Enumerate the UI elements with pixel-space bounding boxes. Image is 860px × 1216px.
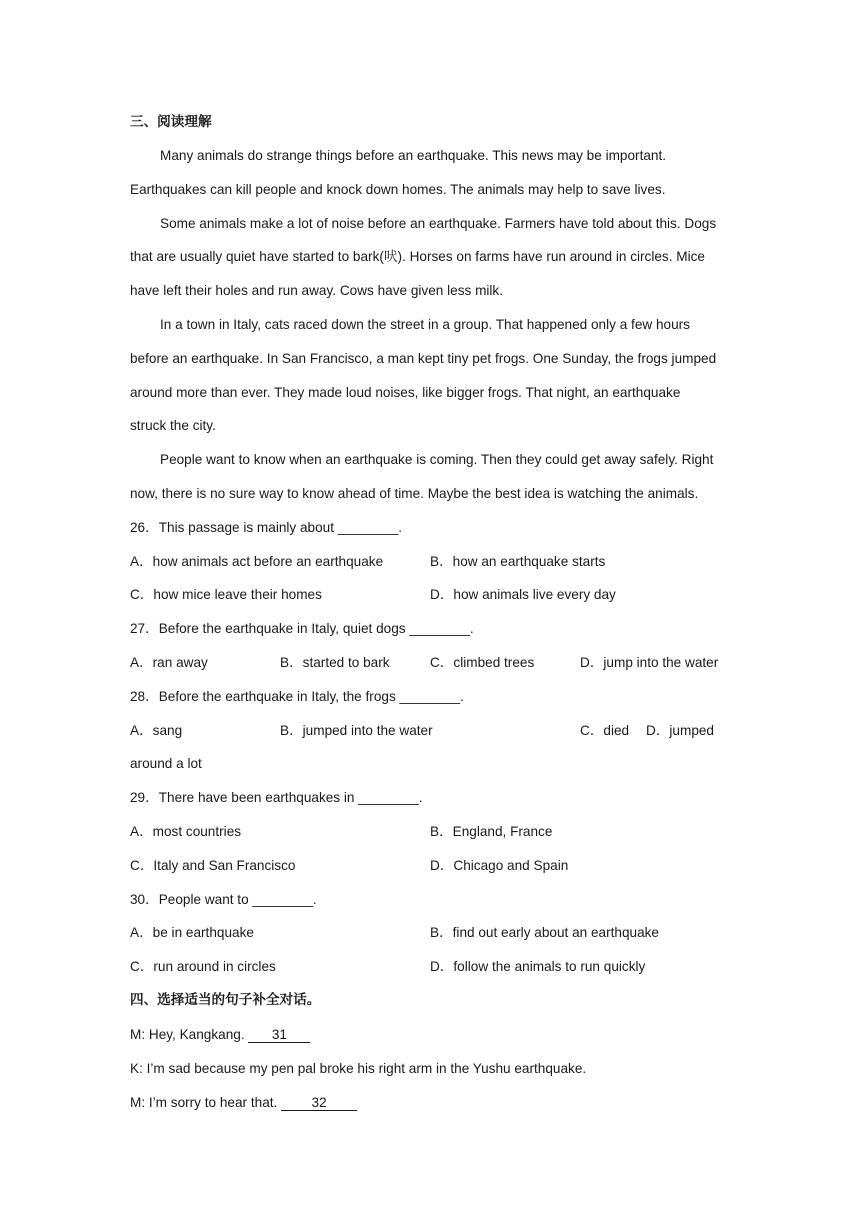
passage-p3-line1: In a town in Italy, cats raced down the street in a group. That happened only a few hours	[160, 317, 690, 332]
question-27-stem: 27．Before the earthquake in Italy, quiet dogs ________.	[130, 621, 474, 636]
question-28-option-b[interactable]: B．jumped into the water	[280, 723, 433, 738]
dialogue-line-3	[130, 1094, 357, 1112]
question-29-option-b[interactable]: B．England, France	[430, 824, 553, 839]
question-30-option-a[interactable]: A．be in earthquake	[130, 925, 254, 940]
section-3-heading: 三、阅读理解	[130, 114, 212, 130]
dialogue-line-1-text: M: Hey, Kangkang.	[130, 1027, 249, 1042]
section-4-heading: 四、选择适当的句子补全对话。	[130, 992, 321, 1008]
question-27-option-b[interactable]: B．started to bark	[280, 655, 390, 670]
question-26-option-a[interactable]: A．how animals act before an earthquake	[130, 554, 384, 569]
question-27-option-a[interactable]: A．ran away	[130, 655, 208, 670]
blank-number-31: 31	[271, 1027, 287, 1042]
question-29-stem: 29．There have been earthquakes in ________.	[130, 790, 423, 805]
question-30-option-c[interactable]: C．run around in circles	[130, 959, 276, 974]
question-26-option-c[interactable]: C．how mice leave their homes	[130, 587, 322, 602]
question-29-option-d[interactable]: D．Chicago and Spain	[430, 858, 569, 873]
passage-p1-line2: Earthquakes can kill people and knock down homes. The animals may help to save lives.	[130, 182, 666, 197]
blank-number-32: 32	[311, 1095, 327, 1110]
passage-p1-line1: Many animals do strange things before an earthquake. This news may be important.	[160, 148, 667, 163]
question-27-option-d[interactable]: D．jump into the water	[580, 655, 719, 670]
question-28-stem: 28．Before the earthquake in Italy, the frogs ________.	[130, 689, 464, 704]
dialogue-line-2: K: I’m sad because my pen pal broke his right arm in the Yushu earthquake.	[130, 1061, 587, 1076]
passage-p3-line2: before an earthquake. In San Francisco, a man kept tiny pet frogs. One Sunday, the frogs jumped	[130, 351, 717, 366]
question-29-option-c[interactable]: C．Italy and San Francisco	[130, 858, 296, 873]
dialogue-line-3-text: M: I’m sorry to hear that.	[130, 1095, 282, 1110]
passage-p2-line2: that are usually quiet have started to bark(吠). Horses on farms have run around in circles. Mice	[130, 249, 705, 264]
question-26-stem: 26．This passage is mainly about ________.	[130, 520, 403, 535]
passage-p2-line1: Some animals make a lot of noise before an earthquake. Farmers have told about this. Dogs	[160, 216, 717, 231]
dialogue-blank-32[interactable]	[281, 1096, 357, 1111]
question-28-option-a[interactable]: A．sang	[130, 723, 183, 738]
passage-p4-line1: People want to know when an earthquake is coming. Then they could get away safely. Right	[160, 452, 714, 467]
question-28-option-d-continued[interactable]: around a lot	[130, 756, 202, 771]
dialogue-blank-31[interactable]	[248, 1028, 310, 1043]
question-27-option-c[interactable]: C．climbed trees	[430, 655, 535, 670]
question-28-option-c[interactable]: C．died	[580, 723, 630, 738]
passage-p3-line3: around more than ever. They made loud noises, like bigger frogs. That night, an earthquake	[130, 385, 681, 400]
question-28-option-d[interactable]: D．jumped	[646, 723, 714, 738]
question-30-option-d[interactable]: D．follow the animals to run quickly	[430, 959, 646, 974]
passage-p3-line4: struck the city.	[130, 418, 216, 433]
passage-p4-line2: now, there is no sure way to know ahead of time. Maybe the best idea is watching the animals.	[130, 486, 699, 501]
question-26-option-d[interactable]: D．how animals live every day	[430, 587, 616, 602]
passage-p2-line3: have left their holes and run away. Cows have given less milk.	[130, 283, 504, 298]
question-29-option-a[interactable]: A．most countries	[130, 824, 242, 839]
question-30-stem: 30．People want to ________.	[130, 892, 317, 907]
question-26-option-b[interactable]: B．how an earthquake starts	[430, 554, 606, 569]
dialogue-line-1	[130, 1026, 310, 1044]
question-30-option-b[interactable]: B．find out early about an earthquake	[430, 925, 659, 940]
